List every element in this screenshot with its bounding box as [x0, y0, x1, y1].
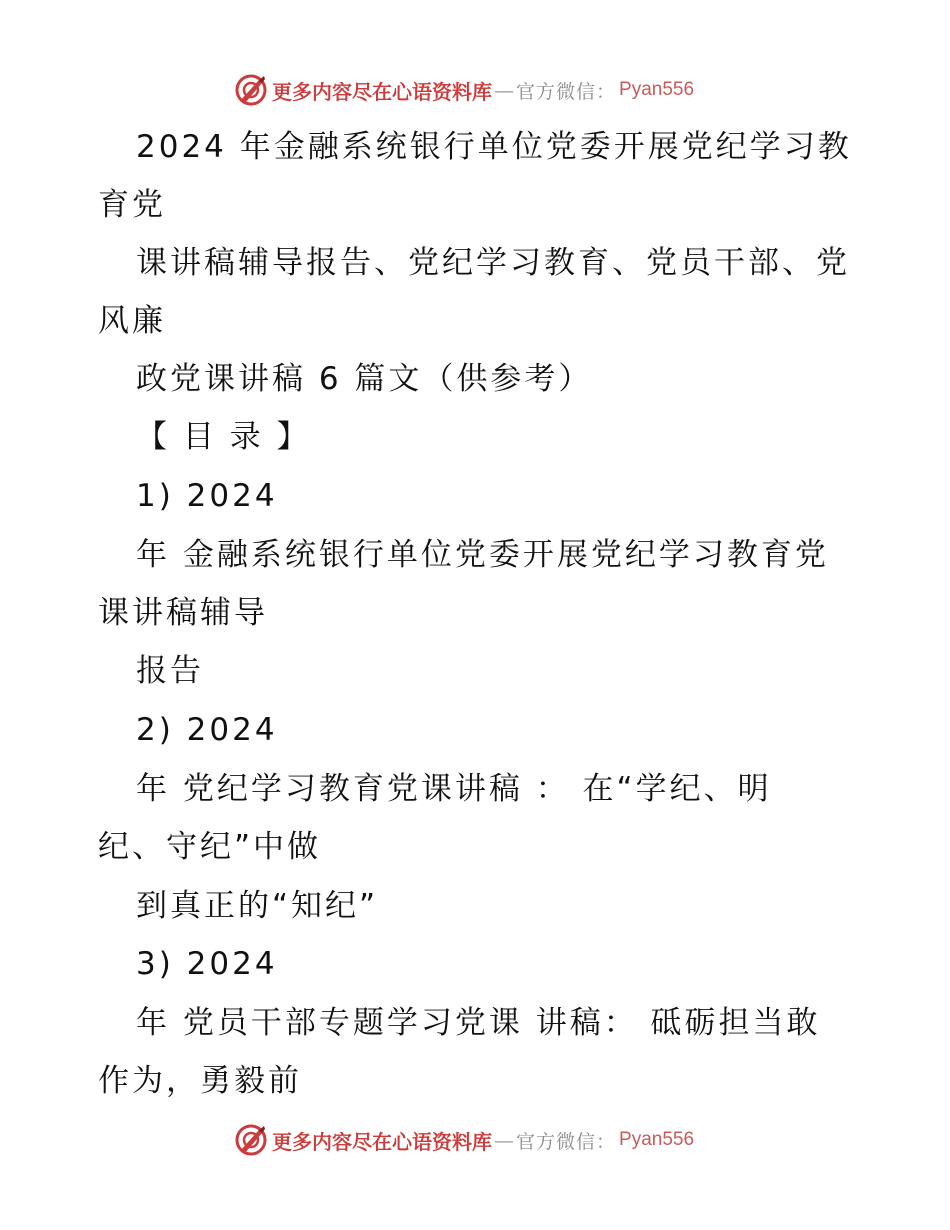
watermark-wechat-label: 官方微信 [516, 80, 597, 103]
doc-line: 育党 [98, 187, 166, 223]
doc-line: 课讲稿辅导报告、党纪学习教育、党员干部、党 [136, 245, 850, 281]
toc-item-number: 3) 2024 [136, 946, 278, 982]
header-watermark [234, 70, 694, 110]
watermark-text: 更多内容尽在心语资料库 [272, 79, 492, 104]
toc-item-number: 2) 2024 [136, 712, 278, 748]
toc-item-text: 报告 [136, 653, 204, 689]
toc-item-text: 课讲稿辅导 [98, 595, 268, 631]
toc-heading: 【 目 录 】 [136, 419, 311, 455]
doc-line: 风廉 [98, 303, 166, 339]
watermark-wechat-id: Pyan556 [619, 1129, 695, 1150]
toc-item-text: 年 金融系统银行单位党委开展党纪学习教育党 [136, 537, 829, 573]
doc-line: 政党课讲稿 6 篇文（供参考） [136, 361, 593, 397]
toc-item-text: 年 党员干部专题学习党课 讲稿： 砥砺担当敢 [136, 1005, 821, 1041]
toc-item-text: 作为，勇毅前 [98, 1063, 302, 1099]
watermark-wechat-label: 官方微信 [516, 1130, 597, 1153]
brand-logo-icon [234, 1123, 268, 1157]
toc-item-text: 到真正的“知纪” [136, 888, 379, 924]
toc-item-text: 纪、守纪”中做 [98, 829, 322, 865]
watermark-colon: ： [596, 1130, 616, 1153]
brand-logo-icon [234, 73, 268, 107]
footer-watermark [234, 1120, 694, 1160]
watermark-wechat-id: Pyan556 [619, 79, 695, 100]
watermark-separator: — [494, 1128, 514, 1152]
watermark-separator: — [494, 78, 514, 102]
toc-item-text: 年 党纪学习教育党课讲稿 ： 在“学纪、明 [136, 771, 772, 807]
toc-item-number: 1) 2024 [136, 478, 278, 514]
watermark-colon: ： [596, 80, 616, 103]
watermark-text: 更多内容尽在心语资料库 [272, 1129, 492, 1154]
doc-line: 2024 年金融系统银行单位党委开展党纪学习教 [136, 129, 852, 165]
